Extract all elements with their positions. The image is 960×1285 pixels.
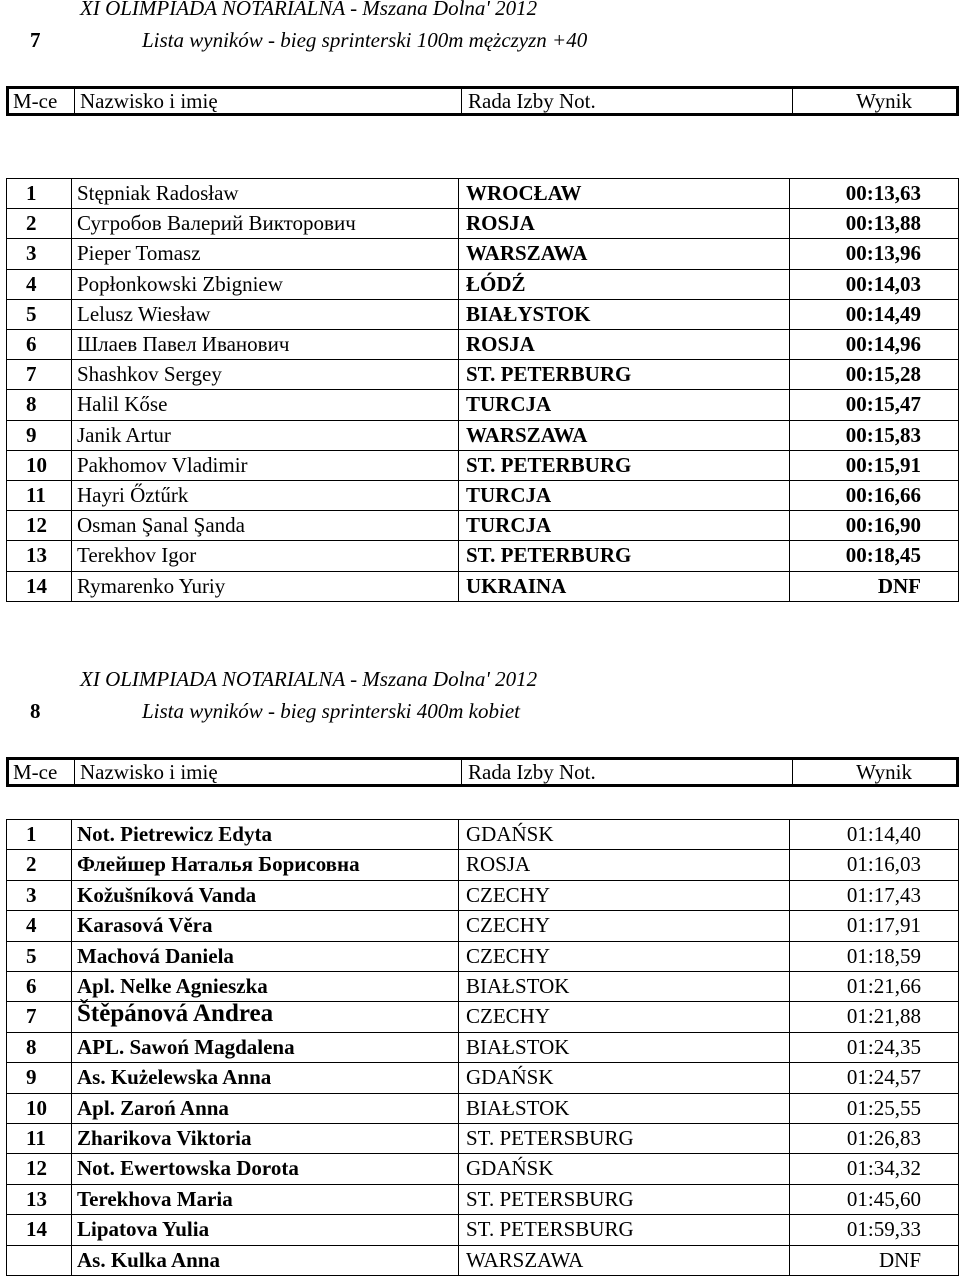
name-cell: Karasová Věra bbox=[77, 913, 213, 938]
position-cell: 2 bbox=[26, 852, 37, 877]
section1-subtitle: Lista wyników - bieg sprinterski 100m mężczyzn +40 bbox=[142, 28, 588, 52]
team-cell: ST. PETERSBURG bbox=[466, 1186, 634, 1211]
name-cell: Terekhov Igor bbox=[77, 543, 197, 568]
table-row bbox=[6, 971, 959, 1001]
result-cell: 01:25,55 bbox=[846, 1095, 921, 1120]
table-row bbox=[6, 420, 959, 450]
result-cell: 00:14,96 bbox=[845, 332, 921, 356]
name-cell: Not. Ewertowska Dorota bbox=[77, 1156, 299, 1181]
team-cell: ROSJA bbox=[466, 852, 531, 877]
header-pos: M-ce bbox=[13, 760, 58, 784]
section2-table-header bbox=[6, 757, 959, 787]
table-row bbox=[6, 1245, 959, 1275]
result-cell: 01:16,03 bbox=[846, 852, 921, 877]
name-cell: Zharikova Viktoria bbox=[77, 1126, 252, 1150]
section1-number: 7 bbox=[30, 28, 41, 52]
team-cell: GDAŃSK bbox=[466, 822, 554, 846]
position-cell: 10 bbox=[26, 452, 47, 477]
team-cell: ST. PETERBURG bbox=[466, 452, 632, 477]
position-cell: 11 bbox=[26, 1126, 46, 1150]
team-cell: TURCJA bbox=[466, 513, 552, 538]
table-row bbox=[6, 269, 959, 299]
table-row bbox=[6, 1123, 959, 1153]
result-cell: 00:13,96 bbox=[845, 241, 921, 266]
name-cell: Not. Pietrewicz Edyta bbox=[77, 822, 272, 846]
table-row bbox=[6, 941, 959, 971]
position-cell: 3 bbox=[26, 241, 37, 266]
table-row bbox=[6, 1001, 959, 1031]
table-row bbox=[6, 238, 959, 268]
table-row bbox=[6, 1032, 959, 1062]
table-row bbox=[6, 359, 959, 389]
name-cell: Rymarenko Yuriy bbox=[77, 573, 226, 598]
position-cell: 9 bbox=[26, 1065, 37, 1090]
section2-results-table bbox=[6, 819, 959, 1281]
result-cell: 01:24,35 bbox=[846, 1034, 921, 1059]
result-cell: 01:17,91 bbox=[846, 913, 921, 938]
name-cell: Shashkov Sergey bbox=[77, 362, 222, 387]
header-result: Wynik bbox=[856, 89, 912, 113]
team-cell: CZECHY bbox=[466, 913, 550, 938]
header-name: Nazwisko i imię bbox=[80, 89, 218, 113]
section1-title: XI OLIMPIADA NOTARIALNA - Mszana Dolna' 2012 bbox=[80, 0, 538, 20]
team-cell: GDAŃSK bbox=[466, 1065, 554, 1090]
name-cell: As. Kulka Anna bbox=[77, 1247, 220, 1272]
result-cell: 00:15,28 bbox=[845, 362, 921, 387]
name-cell: Сугробов Валерий Викторович bbox=[77, 211, 356, 236]
position-cell: 12 bbox=[26, 513, 47, 538]
position-cell: 5 bbox=[26, 301, 37, 326]
result-cell: 01:21,88 bbox=[846, 1004, 921, 1029]
table-row bbox=[6, 1214, 959, 1244]
result-cell: 01:26,83 bbox=[846, 1126, 921, 1150]
table-row bbox=[6, 450, 959, 480]
position-cell: 7 bbox=[26, 1004, 37, 1029]
team-cell: WARSZAWA bbox=[466, 241, 588, 266]
result-cell: 00:15,47 bbox=[845, 392, 921, 417]
position-cell: 5 bbox=[26, 943, 37, 968]
header-team: Rada Izby Not. bbox=[468, 760, 596, 784]
position-cell: 6 bbox=[26, 974, 37, 998]
result-cell: 00:18,45 bbox=[845, 543, 921, 568]
header-name: Nazwisko i imię bbox=[80, 760, 218, 784]
team-cell: TURCJA bbox=[466, 392, 552, 417]
team-cell: ST. PETERBURG bbox=[466, 543, 632, 568]
result-cell: 01:21,66 bbox=[846, 974, 921, 998]
table-row bbox=[6, 910, 959, 940]
team-cell: CZECHY bbox=[466, 1004, 550, 1029]
name-cell: Шлаев Павел Иванович bbox=[77, 332, 290, 356]
result-cell: 00:16,90 bbox=[845, 513, 921, 538]
result-cell: 00:16,66 bbox=[845, 483, 921, 507]
position-cell: 4 bbox=[26, 913, 37, 938]
result-cell: DNF bbox=[877, 573, 921, 598]
table-row bbox=[6, 389, 959, 419]
section2-title: XI OLIMPIADA NOTARIALNA - Mszana Dolna' 2012 bbox=[80, 667, 538, 691]
position-cell: 2 bbox=[26, 211, 37, 236]
result-cell: 00:14,49 bbox=[845, 301, 921, 326]
result-cell: 00:15,83 bbox=[845, 422, 921, 447]
name-cell: APL. Sawoń Magdalena bbox=[77, 1034, 295, 1059]
position-cell: 1 bbox=[26, 181, 37, 205]
team-cell: WARSZAWA bbox=[466, 422, 588, 447]
table-row bbox=[6, 849, 959, 879]
table-row bbox=[6, 329, 959, 359]
name-cell: Kožušníková Vanda bbox=[77, 882, 257, 907]
position-cell: 13 bbox=[26, 1186, 47, 1211]
result-cell: DNF bbox=[878, 1247, 921, 1272]
name-cell: Terekhova Maria bbox=[77, 1186, 233, 1211]
table-row bbox=[6, 299, 959, 329]
section2-number: 8 bbox=[30, 699, 41, 723]
name-cell: Janik Artur bbox=[77, 422, 171, 447]
team-cell: BIAŁYSTOK bbox=[466, 301, 591, 326]
table-row bbox=[6, 1153, 959, 1183]
table-row bbox=[6, 819, 959, 849]
name-cell: Pakhomov Vladimir bbox=[77, 452, 248, 477]
team-cell: UKRAINA bbox=[466, 573, 567, 598]
name-cell: Pieper Tomasz bbox=[77, 241, 201, 266]
team-cell: CZECHY bbox=[466, 882, 550, 907]
position-cell: 6 bbox=[26, 332, 37, 356]
position-cell: 3 bbox=[26, 882, 37, 907]
position-cell: 10 bbox=[26, 1095, 47, 1120]
position-cell: 8 bbox=[26, 1034, 37, 1059]
position-cell: 7 bbox=[26, 362, 37, 387]
name-cell: Stępniak Radosław bbox=[77, 181, 239, 205]
name-cell: Apl. Nelke Agnieszka bbox=[77, 974, 268, 998]
table-row bbox=[6, 880, 959, 910]
table-row-divider bbox=[6, 1275, 959, 1276]
section1-table-header bbox=[6, 86, 959, 116]
team-cell: ROSJA bbox=[466, 211, 535, 236]
team-cell: ST. PETERBURG bbox=[466, 362, 632, 387]
team-cell: CZECHY bbox=[466, 943, 550, 968]
table-row bbox=[6, 178, 959, 208]
table-row bbox=[6, 571, 959, 601]
result-cell: 01:45,60 bbox=[846, 1186, 921, 1211]
team-cell: ROSJA bbox=[466, 332, 535, 356]
result-cell: 00:13,88 bbox=[845, 211, 921, 236]
name-cell: Флейшер Наталья Борисовна bbox=[77, 852, 360, 877]
team-cell: WROCŁAW bbox=[466, 181, 582, 205]
table-row bbox=[6, 208, 959, 238]
position-cell: 14 bbox=[26, 1217, 47, 1242]
result-cell: 00:15,91 bbox=[845, 452, 921, 477]
table-row bbox=[6, 480, 959, 510]
result-cell: 01:34,32 bbox=[846, 1156, 921, 1181]
result-cell: 01:14,40 bbox=[846, 822, 921, 846]
header-result: Wynik bbox=[856, 760, 912, 784]
name-cell: Štěpánová Andrea bbox=[77, 1000, 274, 1028]
result-cell: 01:59,33 bbox=[846, 1217, 921, 1242]
position-cell: 8 bbox=[26, 392, 37, 417]
table-row bbox=[6, 1093, 959, 1123]
table-row-divider bbox=[6, 601, 959, 602]
position-cell: 4 bbox=[26, 271, 37, 296]
name-cell: Popłonkowski Zbigniew bbox=[77, 271, 283, 296]
team-cell: GDAŃSK bbox=[466, 1156, 554, 1181]
position-cell: 1 bbox=[26, 822, 37, 846]
section1-results-table bbox=[6, 178, 959, 606]
name-cell: Machová Daniela bbox=[77, 943, 234, 968]
result-cell: 01:18,59 bbox=[846, 943, 921, 968]
result-cell: 01:24,57 bbox=[846, 1065, 921, 1090]
team-cell: ST. PETERSBURG bbox=[466, 1126, 634, 1150]
name-cell: As. Kużelewska Anna bbox=[77, 1065, 272, 1090]
result-cell: 00:14,03 bbox=[845, 271, 921, 296]
table-row bbox=[6, 540, 959, 570]
result-cell: 00:13,63 bbox=[845, 181, 921, 205]
team-cell: BIAŁSTOK bbox=[466, 1034, 570, 1059]
name-cell: Lelusz Wiesław bbox=[77, 301, 211, 326]
team-cell: BIAŁSTOK bbox=[466, 974, 570, 998]
team-cell: ST. PETERSBURG bbox=[466, 1217, 634, 1242]
position-cell: 9 bbox=[26, 422, 37, 447]
table-row bbox=[6, 1184, 959, 1214]
header-pos: M-ce bbox=[13, 89, 58, 113]
header-team: Rada Izby Not. bbox=[468, 89, 596, 113]
team-cell: WARSZAWA bbox=[466, 1247, 584, 1272]
position-cell: 14 bbox=[26, 573, 47, 598]
name-cell: Apl. Zaroń Anna bbox=[77, 1095, 229, 1120]
section2-subtitle: Lista wyników - bieg sprinterski 400m kobiet bbox=[142, 699, 520, 723]
team-cell: TURCJA bbox=[466, 483, 552, 507]
table-row bbox=[6, 510, 959, 540]
position-cell: 12 bbox=[26, 1156, 47, 1181]
table-row bbox=[6, 1062, 959, 1092]
result-cell: 01:17,43 bbox=[846, 882, 921, 907]
position-cell: 13 bbox=[26, 543, 47, 568]
name-cell: Lipatova Yulia bbox=[77, 1217, 210, 1242]
name-cell: Osman Şanal Şanda bbox=[77, 513, 245, 538]
team-cell: ŁÓDŹ bbox=[466, 271, 526, 296]
team-cell: BIAŁSTOK bbox=[466, 1095, 570, 1120]
name-cell: Hayri Őztűrk bbox=[77, 483, 189, 507]
name-cell: Halil Kőse bbox=[77, 392, 168, 417]
position-cell: 11 bbox=[26, 483, 46, 507]
